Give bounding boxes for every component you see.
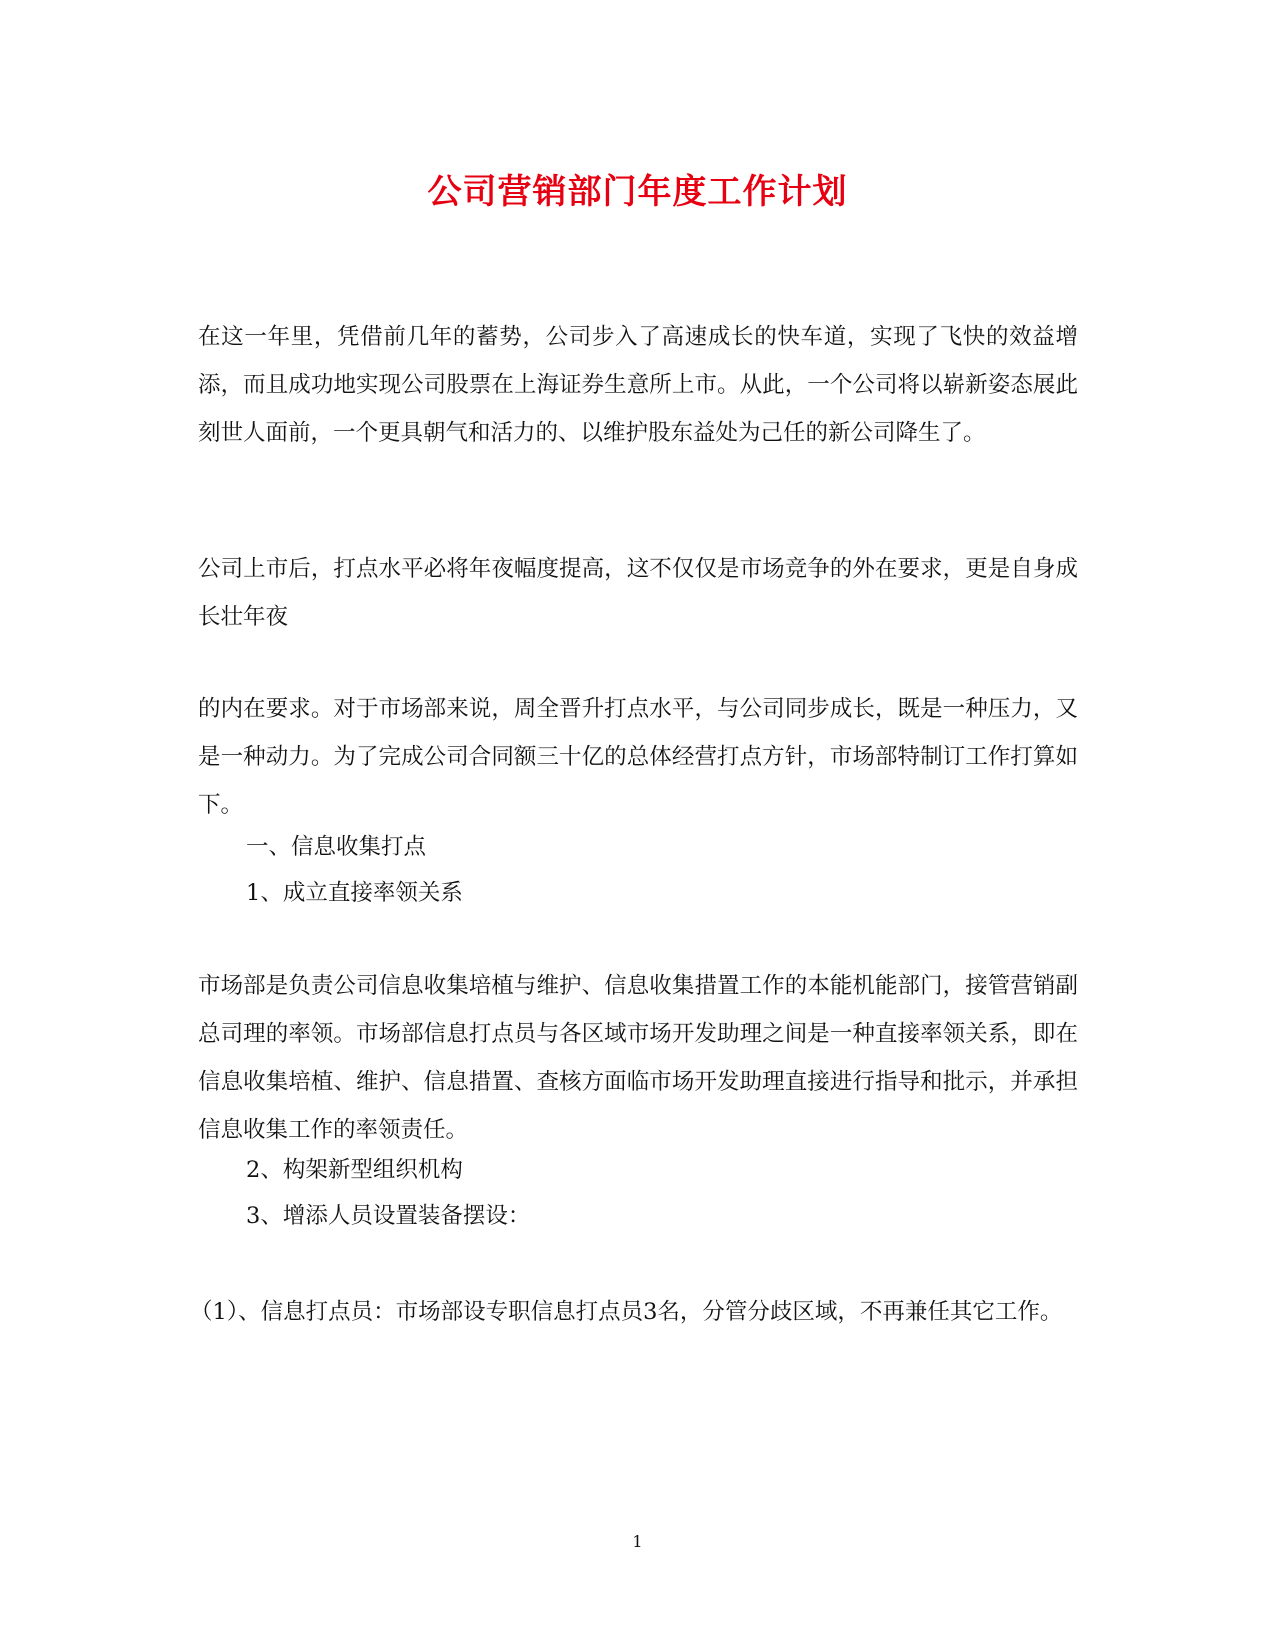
paragraph-requirements: 的内在要求。对于市场部来说，周全晋升打点水平，与公司同步成长，既是一种压力，又是一种动力。为了完成公司合同额三十亿的总体经营打点方针，市场部特制订工作打算如下。 [198, 696, 1078, 818]
paragraph-info-manager: （1）、信息打点员：市场部设专职信息打点员3名，分管分歧区域，不再兼任其它工作。 [190, 1299, 1063, 1325]
heading-staffing: 3、增添人员设置装备摆设： [246, 1203, 531, 1229]
paragraph-listing: 公司上市后，打点水平必将年夜幅度提高，这不仅仅是市场竞争的外在要求，更是自身成长壮年夜 [198, 556, 1078, 630]
paragraph-market-dept: 市场部是负责公司信息收集培植与维护、信息收集措置工作的本能机能部门，接管营销副总司理的率领。市场部信息打点员与各区域市场开发助理之间是一种直接率领关系，即在信息收集培植、维护、信息措置、查核方面临市场开发助理直接进行指导和批示，并承担信息收集工作的率领责任。 [198, 973, 1078, 1143]
paragraph-intro: 在这一年里，凭借前几年的蓄势，公司步入了高速成长的快车道，实现了飞快的效益增添，而且成功地实现公司股票在上海证券生意所上市。从此，一个公司将以崭新姿态展此刻世人面前，一个更具朝气和活力的、以维护股东益处为己任的新公司降生了。 [198, 324, 1078, 446]
page-number: 1 [632, 1532, 643, 1551]
heading-info-collection: 一、信息收集打点 [246, 834, 427, 860]
document-title: 公司营销部门年度工作计划 [427, 172, 848, 212]
heading-organization: 2、构架新型组织机构 [246, 1157, 463, 1183]
heading-leadership: 1、成立直接率领关系 [246, 880, 463, 906]
